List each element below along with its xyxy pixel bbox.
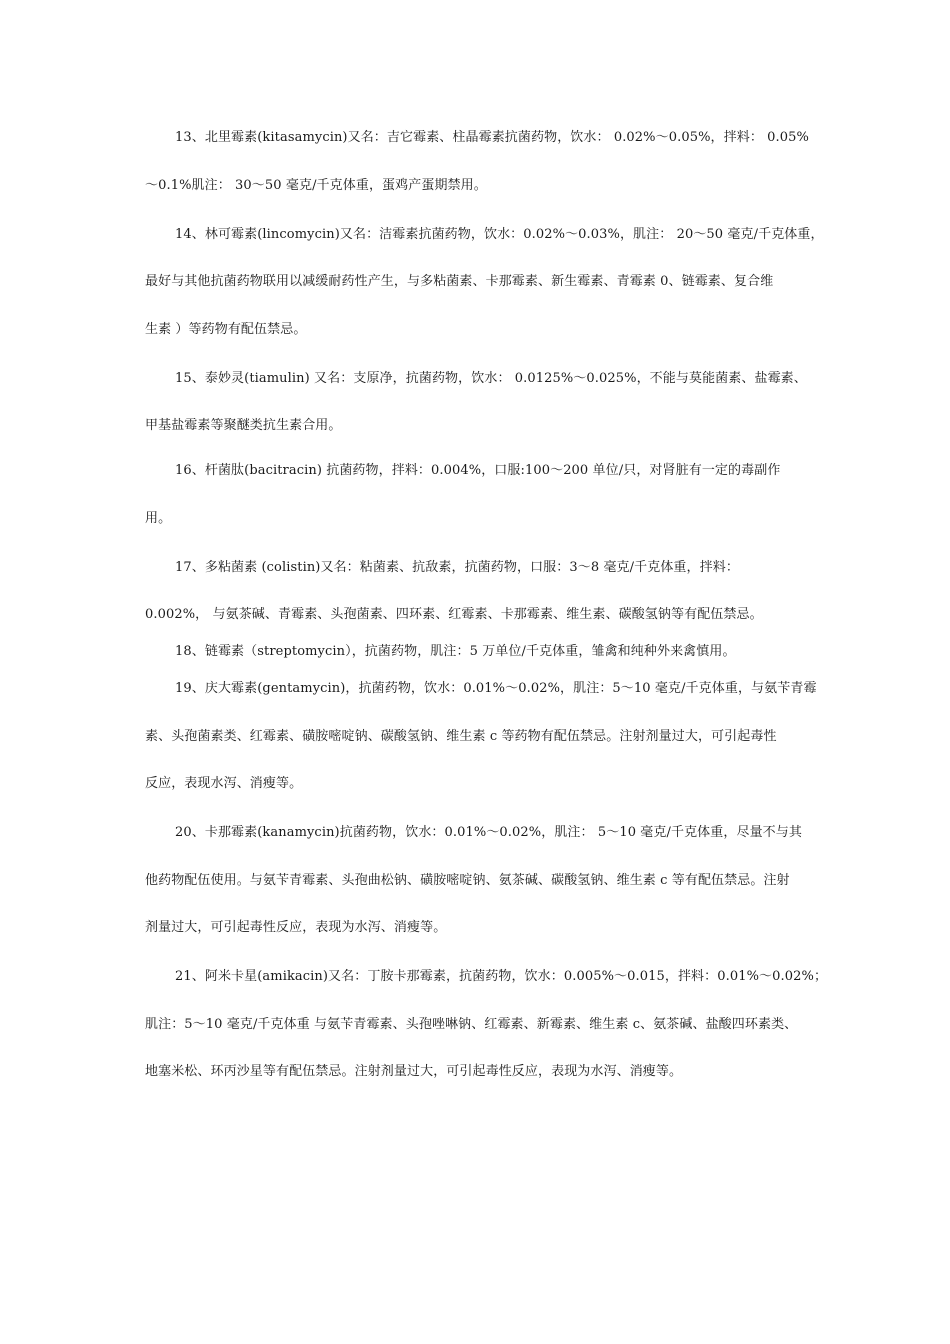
document-page [145,126,828,1084]
paragraph-line: 剂量过大，可引起毒性反应，表现为水泻、消瘦等。 [145,920,447,935]
paragraph-line: 用。 [145,510,172,526]
paragraph-line: 素、头孢菌素类、红霉素、磺胺嘧啶钠、碳酸氢钠、维生素 c 等药物有配伍禁忌。注射剂量过大，可引起毒性 [145,728,777,744]
paragraph-line: 13、北里霉素(kitasamycin)又名：吉它霉素、柱晶霉素抗菌药物，饮水： 0.02%～0.05%，拌料： 0.05% [175,130,809,145]
paragraph-line: 肌注：5～10 毫克/千克体重 与氨苄青霉素、头孢唑啉钠、红霉素、新霉素、维生素 c、氨茶碱、盐酸四环素类、 [145,1016,798,1032]
paragraph-line: 他药物配伍使用。与氨苄青霉素、头孢曲松钠、磺胺嘧啶钠、氨茶碱、碳酸氢钠、维生素 c 等有配伍禁忌。注射 [145,872,790,888]
paragraph-line: 19、庆大霉素(gentamycin)，抗菌药物，饮水：0.01%～0.02%，肌注：5～10 毫克/千克体重，与氨苄青霉 [175,681,817,696]
paragraph-line: 甲基盐霉素等聚醚类抗生素合用。 [145,418,342,433]
paragraph-line: 地塞米松、环丙沙星等有配伍禁忌。注射剂量过大，可引起毒性反应，表现为水泻、消瘦等。 [145,1064,683,1079]
paragraph-15 [145,367,815,439]
paragraph-line: 20、卡那霉素(kanamycin)抗菌药物，饮水：0.01%～0.02%，肌注： 5～10 毫克/千克体重，尽量不与其 [175,825,802,840]
paragraph-line: 15、泰妙灵(tiamulin) 又名：支原净，抗菌药物，饮水： 0.0125%～0.025%，不能与莫能菌素、盐霉素、 [175,370,807,386]
paragraph-line: 0.002%， 与氨茶碱、青霉素、头孢菌素、四环素、红霉素、卡那霉素、维生素、碳酸氢钠等有配伍禁忌。 [145,607,763,622]
paragraph-14 [145,223,824,342]
paragraph-21 [145,965,828,1084]
paragraph-line: 生素 ）等药物有配伍禁忌。 [145,321,307,337]
paragraph-line: 17、多粘菌素 (colistin)又名：粘菌素、抗敌素，抗菌药物，口服：3～8 毫克/千克体重，拌料： [175,559,739,575]
paragraph-line: 16、杆菌肽(bacitracin) 抗菌药物，拌料：0.004%，口服:100～200 单位/只，对肾脏有一定的毒副作 [175,463,781,478]
paragraph-line: 18、链霉素（streptomycin），抗菌药物，肌注：5 万单位/千克体重，雏禽和纯种外来禽慎用。 [175,644,736,659]
paragraph-19 [145,677,815,796]
paragraph-18 [145,640,815,664]
paragraph-13 [145,126,815,198]
paragraph-line: 21、阿米卡星(amikacin)又名：丁胺卡那霉素，抗菌药物，饮水：0.005%～0.015，拌料：0.01%～0.02%； [175,969,828,984]
paragraph-line: 14、林可霉素(lincomycin)又名：洁霉素抗菌药物，饮水：0.02%～0.03%，肌注： 20～50 毫克/千克体重， [175,226,824,242]
paragraph-line: ～0.1%肌注： 30～50 毫克/千克体重，蛋鸡产蛋期禁用。 [145,177,487,193]
paragraph-line: 反应，表现水泻、消瘦等。 [145,776,303,791]
paragraph-line: 最好与其他抗菌药物联用以减缓耐药性产生，与多粘菌素、卡那霉素、新生霉素、青霉素 0、链霉素、复合维 [145,274,774,289]
paragraph-16 [145,459,815,531]
paragraph-20 [145,821,815,940]
paragraph-17 [145,556,815,628]
